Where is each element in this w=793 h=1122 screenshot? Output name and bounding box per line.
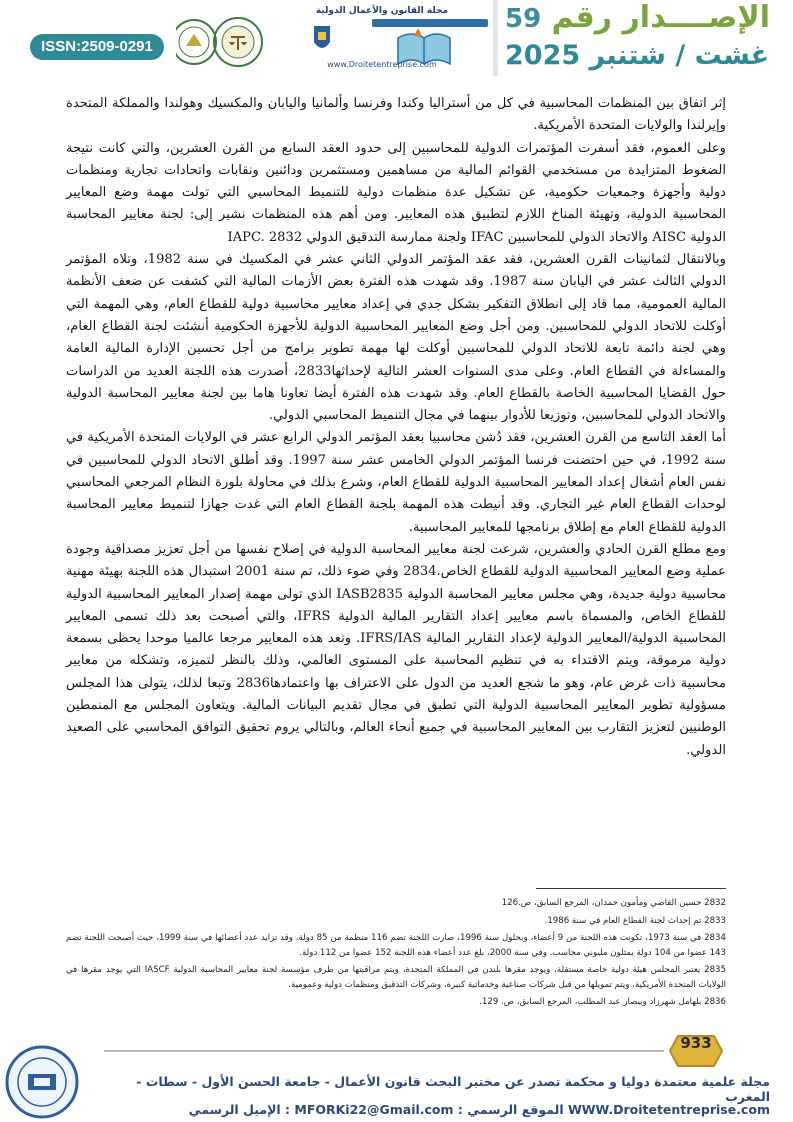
paragraph: ومع مطلع القرن الحادي والعشرين، شرعت لجنة معايير المحاسبة الدولية في إصلاح نفسها من أجل تعزيز مصداقية وجودة عملية وضع المعايير المحاسبية الدولية للقطاع الخاص.2834 وفي ضوء ذلك، تم سنة 2001 استبدال هذه اللجنة بهيئة مهنية محاسبية دولية جديدة، وهي مجلس معايير المحاسبة الدولية IASB2835 الذي تولى مهمة إصدار المعايير المحاسبية الدولية للقطاع الخاص، والمسماة باسم معايير إعداد التقارير المالية الدولية IFRS، والتي أصبحت بعد ذلك تسمى المعايير المحاسبية الدولية/المعايير الدولية لإعداد التقارير المالية IFRS/IAS. وتعد هذه المعايير مرجعا عالميا موحدا يحظى بسمعة دولية مرموقة، ويتم الاقتداء به في تنظيم المحاسبة على المستوى العالمي، وذلك بالنظر لتميزه، وتشكله من معايير محاسبية ذات غرض عام، وهو ما شجع العديد من الدول على الاعتراف بها واعتمادها2836 وتبعا لذلك، يتولى هذا المجلس مسؤولية تطوير المعايير المحاسبية الدولية التي تطبق في مجال تقديم البيانات المالية. ويتعاون المجلس مع المنمطين الوطنيين لتعزيز التقارب بين المعايير المحاسبية في جميع أنحاء العالم، وبالتالي يروم تحقيق التوافق المحاسبي على الصعيد الدولي. <box>66 541 727 758</box>
header-divider <box>493 0 498 76</box>
page-header <box>0 0 793 86</box>
footnote: 2836 بلهامل شهرزاد وبيصار عبد المطلب، المرجع السابق، ص. 129. <box>479 997 726 1007</box>
issue-prefix: الإصــــدار رقم <box>551 0 771 35</box>
footnote: 2834 في سنة 1973، تكونت هذه اللجنة من 9 أعضاء، وبحلول سنة 1996، صارت اللجنة تضم 116 منظمة من 85 دولة. وقد تزايد عدد أعضائها في سنة 1999، حيث أصبحت اللجنة تضم 143 عضوا من 104 دولة يمثلون مليوني محاسب. وفي سنة 2000، بلغ عدد أعضاء هذه اللجنة 152 عضوا من 112 دولة. <box>66 933 726 958</box>
email-label: الإميل الرسمي : <box>188 1102 291 1117</box>
footnotes <box>66 896 726 1013</box>
footer-divider <box>104 1050 664 1052</box>
paragraph: إثر اتفاق بين المنظمات المحاسبية في كل من أستراليا وكندا وفرنسا وألمانيا واليابان والمكسيك وهولندا والمملكة المتحدة وإيرلندا والولايات المتحدة الأمريكية. <box>66 96 726 134</box>
footnote: 2833 تم إحداث لجنة القطاع العام في سنة 1986. <box>544 915 726 926</box>
footer-contact-line <box>104 1102 770 1117</box>
university-shield-icon <box>312 24 332 54</box>
paragraph: أما العقد التاسع من القرن العشرين، فقد دُشن محاسبيا بعقد المؤتمر الدولي الرابع عشر في الولايات المتحدة الأمريكية في سنة 1992، في حين احتضنت فرنسا المؤتمر الدولي الخامس عشر سنة 1997. وقد أطلق الاتحاد الدولي للمحاسبين في نفس العام أشغال إعداد المعايير المحاسبية الدولية للقطاع العام، وشرع بذلك في محاولة بلورة النظام المرجعي المحاسبي لوحدات القطاع العام غير التجاري. وقد أنيطت هذه المهمة بلجنة القطاع العام التي غدت جهازا لتنميط معايير المحاسبة الدولية للقطاع العام مع إطلاق برنامجها للمعايير المحاسبية. <box>66 430 726 535</box>
director-seal-logo <box>4 1044 80 1120</box>
footnote: 2832 حسين القاضي ومأمون حمدان، المرجع السابق، ص.126 <box>501 898 726 908</box>
article-body <box>66 93 726 762</box>
footnote: 2835 يعتبر المجلس هيئة دولية خاصة مستقلة، ويوجد مقرها بلندن في المملكة المتحدة، ويتم مراقبتها من طرف مؤسسة لجنة معايير المحاسبة الدولية IASCF التي يوجد مقرها في الولايات المتحدة الأمريكية، ويتم تمويلها من قبل شركات صناعية وخدماتية كبيرة، وشركات التدقيق ومنظمات دولية وعمومية. <box>66 965 726 990</box>
journal-logo-website: www.Droitetentreprise.com <box>327 60 437 69</box>
page-number: 933 <box>680 1034 712 1052</box>
journal-logo-banner <box>372 19 488 27</box>
website-label: : الموقع الرسمي <box>457 1102 564 1117</box>
issue-title <box>505 0 773 40</box>
paragraph: وعلى العموم، فقد أسفرت المؤتمرات الدولية للمحاسبين إلى حدود العقد السابع من القرن العشرين، والتي كانت نتيجة الضغوط المتزايدة من مستخدمي القوائم المالية من مساهمين ومستثمرين ودائنين ونقابات واتحادات تجارية ومنظمات دولية وأجهزة وجمعيات حكومية، عن تشكيل عدة منظمات دولية للتنميط المحاسبي التي تولت مهمة وضع المعايير المحاسبية الدولية، وتهيئة المناخ اللازم لتطبيق هذه المعايير. ومن أهم هذه المنظمات نشير إلى: لجنة معايير المحاسبة الدولية AISC والاتحاد الدولي للمحاسبين IFAC ولجنة ممارسة التدقيق الدولي IAPC. 2832 <box>66 140 726 245</box>
page-footer <box>0 1030 793 1122</box>
website-link[interactable]: WWW.Droitetentreprise.com <box>567 1102 770 1117</box>
issue-number: 59 <box>505 4 542 34</box>
journal-logo <box>276 6 488 70</box>
issn-badge: ISSN:2509-0291 <box>30 34 164 60</box>
footnote-separator <box>536 888 726 889</box>
email-link[interactable]: MFORKi22@Gmail.com <box>294 1102 454 1117</box>
journal-logo-title: مجلة القانون والأعمال الدولية <box>315 6 449 16</box>
lab-seal-logo <box>176 12 266 72</box>
issue-date: غشت / شتنبر 2025 <box>505 40 770 71</box>
footer-journal-line: مجلة علمية معتمدة دوليا و محكمة تصدر عن مختبر البحث قانون الأعمال - جامعة الحسن الأول - سطات - المغرب <box>136 1074 770 1104</box>
paragraph: وبالانتقال لثمانينات القرن العشرين، فقد عقد المؤتمر الدولي الثاني عشر في المكسيك في سنة 1982، وتلاه المؤتمر الدولي الثالث عشر في اليابان سنة 1987. وقد شهدت هذه الفترة بعض الأزمات المالية التي كشفت عن ضعف الأنظمة المالية العمومية، مما قاد إلى انطلاق التفكير بشكل جدي في إعداد معايير محاسبية دولية للقطاع العام، وهي المهمة التي أوكلت للاتحاد الدولي للمحاسبين. ومن أجل وضع المعايير المحاسبية الدولية للأجهزة الحكومية أنشئت لجنة القطاع العام، وهي لجنة دائمة تابعة للاتحاد الدولي للمحاسبين أوكلت لها مهمة تطوير برامج من أجل تحسين الإدارة المالية العامة والمساءلة في القطاع العام. وعلى مدى السنوات العشر التالية لإحداثها2833، أصدرت هذه اللجنة العديد من الدراسات حول القضايا المحاسبية الخاصة بالقطاع العام. وقد شهدت هذه الفترة أيضا تعاونا هاما بين لجنة معايير المحاسبة الدولية والاتحاد الدولي للمحاسبين، وتوزيعا للأدوار بينهما في مجال التنميط المحاسبي الدولي. <box>66 252 727 424</box>
